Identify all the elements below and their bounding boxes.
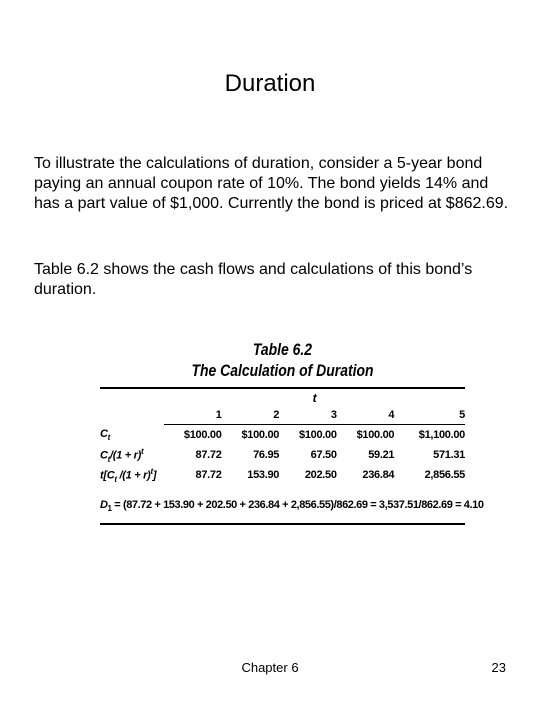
duration-table-figure <box>100 340 484 525</box>
footer-chapter: Chapter 6 <box>241 660 299 675</box>
t-header: t <box>312 391 317 405</box>
table-row <box>100 445 465 465</box>
row-label: $C_t$ <box>100 427 111 442</box>
footer-page-number: 23 <box>491 660 506 675</box>
duration-formula <box>100 499 484 514</box>
column-header: 5 <box>394 407 465 425</box>
column-header-row <box>100 407 465 425</box>
row-label: $t[C_t$ $/(1 + r)^t$] <box>100 466 157 484</box>
table-cell: 59.21 <box>368 449 395 461</box>
table-cell: $100.00 <box>299 429 337 441</box>
table-row <box>100 425 465 446</box>
table-cell: $1,100.00 <box>418 429 465 441</box>
table-cell: 236.84 <box>362 469 395 481</box>
table-cell: 571.31 <box>433 449 465 461</box>
duration-table <box>100 389 465 485</box>
row-label: $C_t/(1 + r)^t$ <box>100 446 144 464</box>
column-header: 2 <box>222 407 280 425</box>
slide-title: Duration <box>224 70 316 97</box>
table-cell: 67.50 <box>310 449 337 461</box>
table-cell: $100.00 <box>356 429 395 441</box>
table-cell: 76.95 <box>253 449 280 461</box>
column-header-blank <box>100 407 164 425</box>
t-header-row <box>100 389 465 407</box>
table-bottom-rule <box>100 523 465 525</box>
table-reference-paragraph: Table 6.2 shows the cash flows and calculations of this bond’s duration. <box>34 261 473 298</box>
table-cell: 153.90 <box>247 469 280 481</box>
column-header: 1 <box>164 407 222 425</box>
column-header: 4 <box>337 407 395 425</box>
table-cell: 2,856.55 <box>424 469 465 481</box>
table-cell: 87.72 <box>195 449 222 461</box>
formula-subscript: 1 <box>107 504 112 514</box>
table-cell: 87.72 <box>195 469 222 481</box>
table-cell: 202.50 <box>304 469 337 481</box>
table-row <box>100 465 465 485</box>
formula-expression: = (87.72 + 153.90 + 202.50 + 236.84 + 2,856.55)/862.69 = 3,537.51/862.69 = 4.10 <box>111 499 484 511</box>
table-caption: The Calculation of Duration <box>191 361 374 380</box>
table-cell: $100.00 <box>241 429 280 441</box>
table-cell: $100.00 <box>183 429 222 441</box>
table-label: Table 6.2 <box>252 340 313 359</box>
column-header: 3 <box>279 407 337 425</box>
intro-paragraph: To illustrate the calculations of duration, consider a 5-year bond paying an annual coupon rate of 10%. The bond yields 14% and has a part value of $1,000. Currently the bond is priced at $862.69. <box>34 155 509 212</box>
formula-symbol: D <box>100 499 108 511</box>
